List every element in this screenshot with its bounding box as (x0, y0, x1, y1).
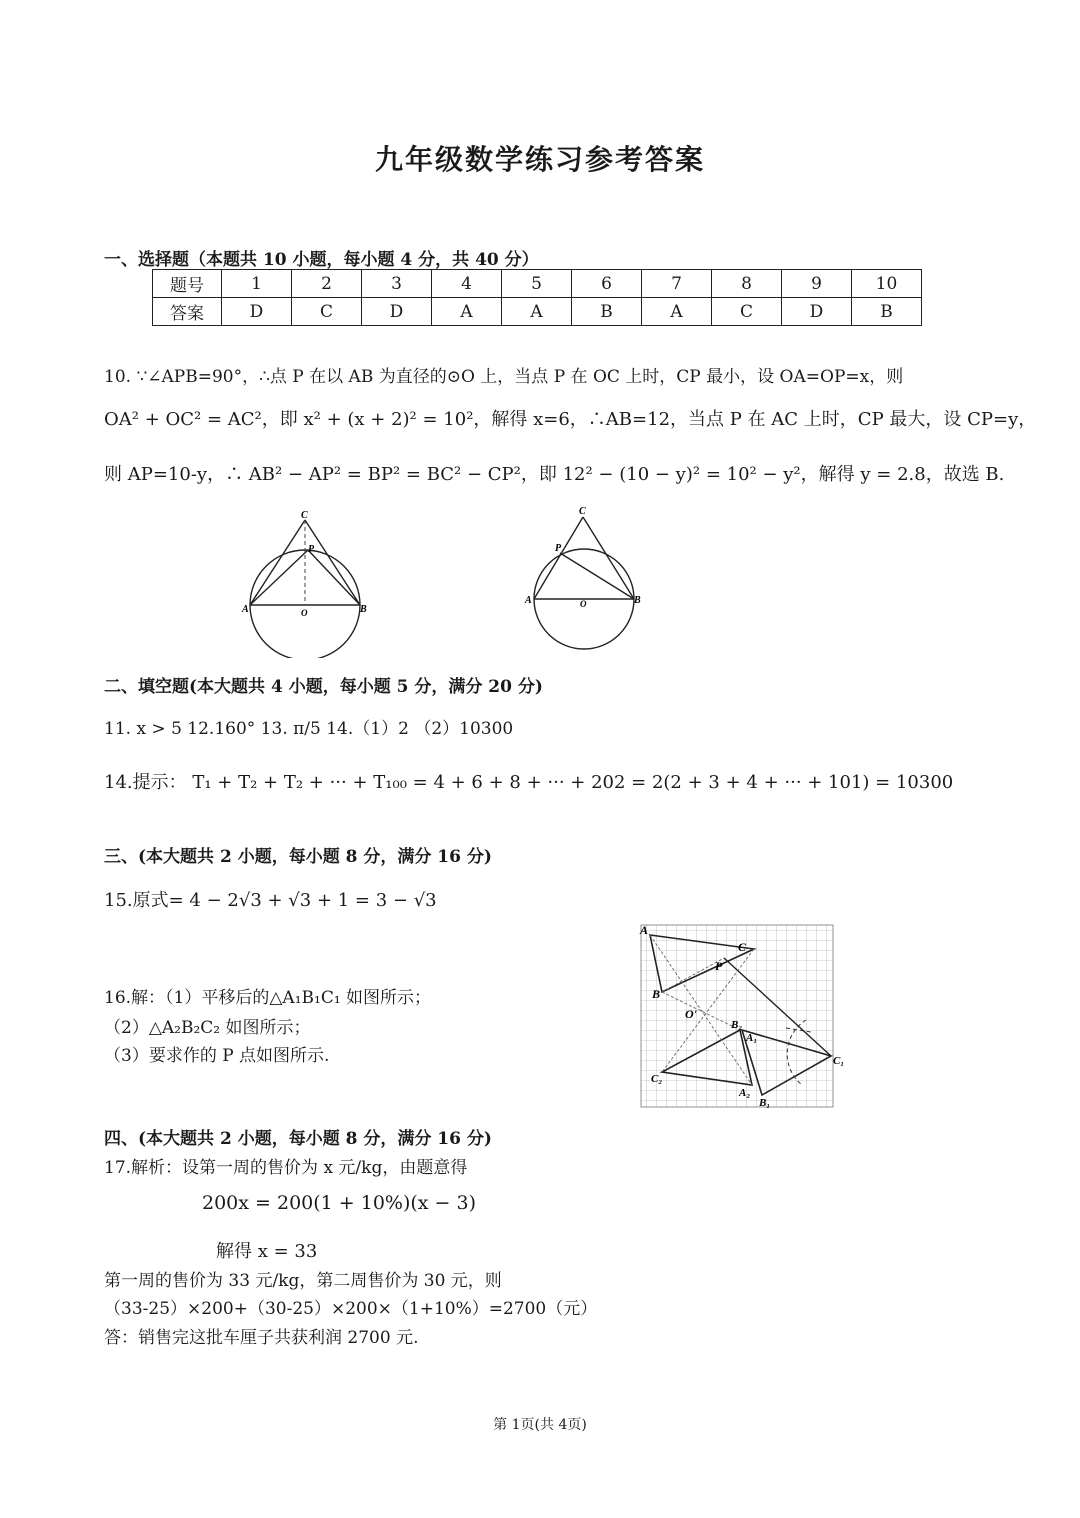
label-a2: A₂ (739, 1087, 751, 1099)
table-cell: 4 (432, 270, 502, 298)
table-row (153, 270, 922, 298)
label-b: B (360, 604, 367, 615)
table-row (153, 298, 922, 326)
section3-heading: 三、(本大题共 2 小题，每小题 8 分，满分 16 分) (104, 847, 492, 867)
segment-bc (583, 517, 634, 599)
answer-table (152, 269, 922, 326)
segment-bc (305, 520, 360, 605)
segment-bp (560, 553, 634, 599)
label-a: A (242, 604, 249, 615)
label-o: O (301, 608, 308, 618)
table-cell: 3 (362, 270, 432, 298)
section4-heading: 四、(本大题共 2 小题，每小题 8 分，满分 16 分) (104, 1129, 492, 1149)
label-b2: B₂ (731, 1019, 743, 1031)
fill-blank-answers: 11. x > 5 12.160° 13. π/5 14.（1）2 （2）10300 (104, 719, 514, 739)
label-o: O (580, 599, 587, 609)
table-cell: C (292, 298, 362, 326)
q10-line3: 则 AP=10-y，∴ AB² − AP² = BP² = BC² − CP²，即 12² − (10 − y)² = 10² − y²，解得 y = 2.8，故选 B. (104, 464, 1005, 485)
segment-ap (250, 550, 308, 605)
table-cell: D (362, 298, 432, 326)
label-c1: C₁ (833, 1055, 845, 1067)
table-cell: 题号 (153, 270, 222, 298)
q16-part2: （2）△A₂B₂C₂ 如图所示； (104, 1018, 311, 1038)
table-cell: D (782, 298, 852, 326)
q10-line2: OA² + OC² = AC²，即 x² + (x + 2)² = 10²，解得 x=6，∴AB=12，当点 P 在 AC 上时，CP 最大，设 CP=y， (104, 409, 1037, 430)
label-a: A (525, 595, 532, 606)
table-cell: A (432, 298, 502, 326)
table-cell: B (572, 298, 642, 326)
q16-part3: （3）要求作的 P 点如图所示. (104, 1046, 330, 1066)
label-b1: B₁ (759, 1097, 771, 1109)
label-o-prime: O' (685, 1007, 697, 1021)
q17-line-b: （33-25）×200+（30-25）×200×（1+10%）=2700（元） (104, 1299, 598, 1319)
table-cell: 7 (642, 270, 712, 298)
table-cell: 答案 (153, 298, 222, 326)
label-p: P (555, 543, 562, 554)
table-cell: 5 (502, 270, 572, 298)
label-p: P (715, 959, 723, 973)
table-cell: 9 (782, 270, 852, 298)
table-cell: 6 (572, 270, 642, 298)
label-c: C (301, 510, 308, 521)
q14-hint: 14.提示： T₁ + T₂ + T₂ + ··· + T₁₀₀ = 4 + 6 + 8 + ··· + 202 = 2(2 + 3 + 4 + ··· + 101) = 10300 (104, 772, 954, 793)
label-c: C (579, 506, 586, 517)
table-cell: 2 (292, 270, 362, 298)
grid-figure (636, 920, 856, 1115)
q17-line-a: 第一周的售价为 33 元/kg，第二周售价为 30 元，则 (104, 1271, 502, 1291)
circle-figure-2 (520, 505, 650, 650)
q15-solution: 15.原式= 4 − 2√3 + √3 + 1 = 3 − √3 (104, 890, 437, 911)
section2-heading: 二、填空题(本大题共 4 小题，每小题 5 分，满分 20 分) (104, 677, 543, 697)
label-p: P (308, 544, 315, 555)
grid-background (641, 925, 833, 1107)
circle-figure-1 (240, 508, 380, 658)
table-cell: 10 (852, 270, 922, 298)
label-a: A (640, 923, 649, 937)
page-number: 第 1页(共 4页) (493, 1417, 587, 1433)
label-c: C (738, 940, 747, 954)
q10-line1: 10. ∵∠APB=90°，∴点 P 在以 AB 为直径的⊙O 上，当点 P 在 OC 上时，CP 最小，设 OA=OP=x，则 (104, 367, 904, 387)
q16-part1: 16.解：（1）平移后的△A₁B₁C₁ 如图所示； (104, 988, 432, 1008)
table-cell: A (642, 298, 712, 326)
section1-heading: 一、选择题（本题共 10 小题，每小题 4 分，共 40 分） (104, 250, 539, 270)
q17-equation: 200x = 200(1 + 10%)(x − 3) (202, 1192, 477, 1214)
label-b: B (634, 595, 641, 606)
table-cell: B (852, 298, 922, 326)
page-title: 九年级数学练习参考答案 (374, 143, 705, 176)
table-cell: D (222, 298, 292, 326)
table-cell: 8 (712, 270, 782, 298)
table-cell: 1 (222, 270, 292, 298)
q17-answer: 答：销售完这批车厘子共获利润 2700 元. (104, 1328, 419, 1348)
table-cell: A (502, 298, 572, 326)
segment-ac (534, 517, 583, 599)
table-cell: C (712, 298, 782, 326)
label-c2: C₂ (651, 1073, 663, 1085)
label-b: B (652, 987, 661, 1001)
segment-ac (250, 520, 305, 605)
q17-solution: 解得 x = 33 (216, 1241, 318, 1262)
label-a1: A₁ (746, 1032, 758, 1044)
q17-intro: 17.解析：设第一周的售价为 x 元/kg，由题意得 (104, 1158, 468, 1178)
